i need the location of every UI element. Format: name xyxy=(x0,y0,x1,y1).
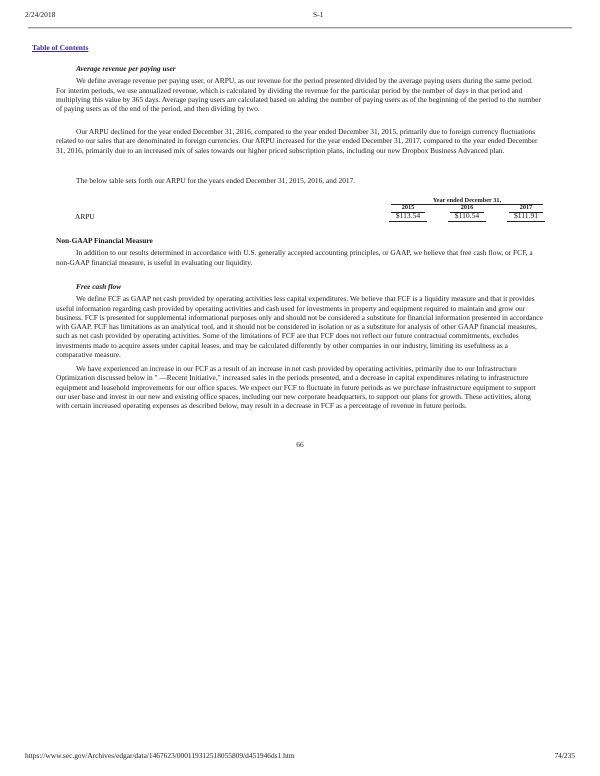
table-col-2017: 2017 xyxy=(509,205,543,213)
fcf-trend-section xyxy=(56,364,544,410)
arpu-table-intro xyxy=(56,176,544,185)
fcf-section xyxy=(56,282,544,359)
non-gaap-section xyxy=(56,236,544,267)
arpu-trend-paragraph: Our ARPU declined for the year ended December 31, 2016, compared to the year ended December 31, 2015, primarily due to foreign currency fluctuations related to our sales that are denominated in foreign currencies. Our ARPU increased for the year ended December 31, 2017, compared to the year ended December 31, 2016, primarily due to an increased mix of sales towards our higher priced subscription plans, including our new Dropbox Business Advanced plan. xyxy=(56,127,538,155)
print-header xyxy=(25,10,575,22)
table-of-contents-link[interactable]: Table of Contents xyxy=(32,43,89,52)
header-divider xyxy=(28,27,572,29)
table-cell-2015: $113.54 xyxy=(389,212,427,222)
footer-page-count: 74/235 xyxy=(554,751,575,760)
table-cell-2016: $110.54 xyxy=(448,212,486,222)
page-number: 66 xyxy=(296,440,304,449)
footer-url: https://www.sec.gov/Archives/edgar/data/1467623/000119312518055809/d451946ds1.htm xyxy=(25,751,295,760)
table-group-header: Year ended December 31, xyxy=(391,197,543,205)
table-col-2016: 2016 xyxy=(450,205,484,213)
arpu-section xyxy=(56,64,544,113)
table-cell-2017: $111.91 xyxy=(507,212,545,222)
document-title: S-1 xyxy=(313,10,324,19)
arpu-table-intro-paragraph: The below table sets forth our ARPU for the years ended December 31, 2015, 2016, and 2017. xyxy=(76,176,356,185)
print-date: 2/24/2018 xyxy=(25,10,56,19)
fcf-definition-paragraph: We define FCF as GAAP net cash provided by operating activities less capital expenditures. We believe that FCF is a liquidity measure and that it provides useful information regarding cash provided by operating activities and cash used for investments in property and equipment required to maintain and grow our business. FCF is presented for supplemental informational purposes only and should not be considered a substitute for financial information presented in accordance with GAAP. FCF has limitations as an analytical tool, and it should not be considered in isolation or as a substitute for analysis of other GAAP financial measures, such as net cash provided by operating activities. Some of the limitations of FCF are that FCF does not reflect our future contractual commitments, excludes investments made to acquire assets under capital leases, and may be calculated differently by other companies in our industry, limiting its usefulness as a comparative measure. xyxy=(56,294,543,360)
table-row-label: ARPU xyxy=(75,212,95,221)
table-col-2015: 2015 xyxy=(391,205,425,213)
fcf-heading: Free cash flow xyxy=(76,282,122,291)
arpu-heading: Average revenue per paying user xyxy=(76,64,176,73)
arpu-definition-paragraph: We define average revenue per paying user, or ARPU, as our revenue for the period presented divided by the average paying users during the same period. For interim periods, we use annualized revenue, which is calculated by dividing the revenue for the particular period by the number of days in that period and multiplying this value by 365 days. Average paying users are calculated based on adding the number of paying users as of the beginning of the period to the number of paying users as of the end of the period, and then dividing by two. xyxy=(56,76,541,114)
fcf-trend-paragraph: We have experienced an increase in our FCF as a result of an increase in net cash provided by operating activities, primarily due to our Infrastructure Optimization discussed below in " —Recent Initiative," increased sales in the periods presented, and a decrease in capital expenditures relating to infrastructure equipment and leasehold improvements for our office spaces. We expect our FCF to fluctuate in future periods as we purchase infrastructure equipment to support our user base and invest in our new and existing office spaces, including our new corporate headquarters, to support our plans for growth. These activities, along with certain increased operating expenses as described below, may result in a decrease in FCF as a percentage of revenue in future periods. xyxy=(56,364,536,411)
arpu-trend-section xyxy=(56,127,544,155)
non-gaap-heading: Non-GAAP Financial Measure xyxy=(56,236,153,245)
non-gaap-paragraph: In addition to our results determined in accordance with U.S. generally accepted accounting principles, or GAAP, we believe that free cash flow, or FCF, a non-GAAP financial measure, is useful in evaluating our liquidity. xyxy=(56,248,533,267)
